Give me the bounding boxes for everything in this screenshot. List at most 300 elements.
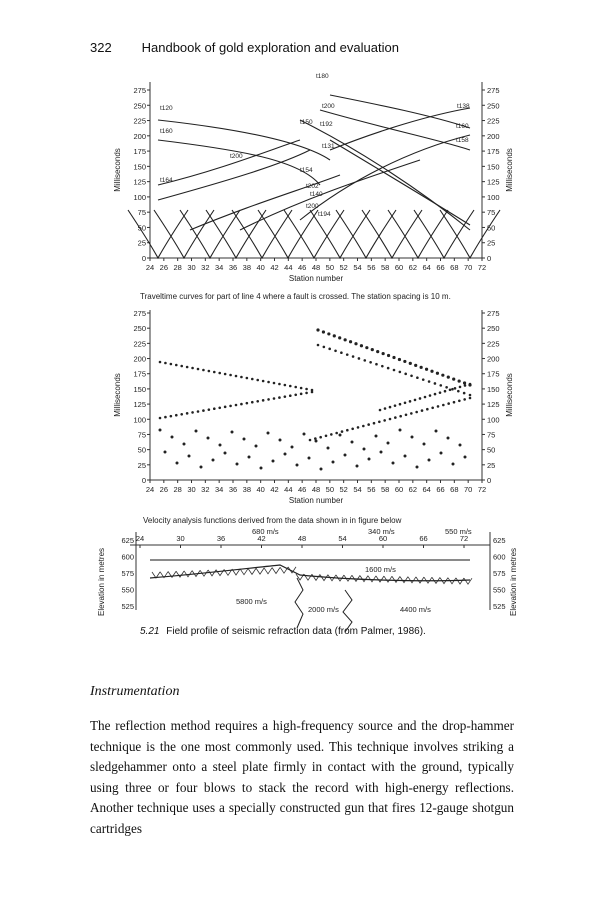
panel-a-xlabel: Station number bbox=[288, 274, 344, 283]
station-label: 66 bbox=[419, 534, 428, 543]
curve-label: t194 bbox=[318, 211, 331, 218]
station-label: 24 bbox=[135, 534, 145, 543]
panel-a-y-right-tick-label: 50 bbox=[487, 223, 496, 233]
panel-a-caption: Traveltime curves for part of line 4 where a fault is crossed. The station spacing is 10 m. bbox=[140, 292, 451, 301]
refractor-hatch bbox=[392, 576, 400, 582]
data-point bbox=[314, 437, 317, 440]
panel-b-x-tick-label: 70 bbox=[463, 485, 473, 494]
panel-b-x-tick-label: 62 bbox=[408, 485, 418, 494]
panel-b-x-tick-label: 54 bbox=[353, 485, 362, 494]
data-point bbox=[416, 376, 419, 379]
data-point bbox=[431, 407, 434, 410]
panel-a-y-right-tick-label: 0 bbox=[487, 254, 492, 263]
data-point bbox=[357, 426, 360, 429]
data-point bbox=[213, 407, 216, 410]
figure-caption-text: Field profile of seismic refraction data (from Palmer, 1986). bbox=[166, 626, 426, 637]
data-point bbox=[422, 378, 425, 381]
data-point bbox=[289, 394, 292, 397]
data-point bbox=[360, 344, 363, 347]
data-point bbox=[469, 394, 472, 397]
panel-b-x-tick-label: 56 bbox=[367, 485, 376, 494]
panel-c-ylabel-left: Elevation in metres bbox=[97, 547, 106, 617]
data-point bbox=[349, 340, 352, 343]
panel-a-x-tick-label: 28 bbox=[173, 263, 182, 272]
elevation-tick-label: 550 bbox=[121, 585, 134, 595]
data-point bbox=[389, 406, 392, 409]
panel-a-x-tick-label: 40 bbox=[256, 263, 265, 272]
data-point bbox=[464, 384, 467, 387]
data-point bbox=[183, 443, 186, 446]
panel-a-y-tick-label: 0 bbox=[141, 254, 146, 263]
data-point bbox=[334, 349, 337, 352]
station-label: 72 bbox=[459, 534, 469, 543]
panel-a-y-tick-label: 175 bbox=[133, 147, 146, 157]
panel-a-y-tick-label: 75 bbox=[137, 208, 146, 218]
data-point bbox=[405, 414, 408, 417]
panel-a-y-tick-label: 250 bbox=[133, 101, 146, 111]
traveltime-curve bbox=[330, 140, 470, 225]
data-point bbox=[240, 403, 243, 406]
data-point bbox=[294, 393, 297, 396]
refractor-hatch bbox=[376, 576, 384, 582]
direct-arrival-curve bbox=[180, 210, 240, 258]
data-point bbox=[240, 376, 243, 379]
curve-label: t192 bbox=[320, 121, 333, 128]
data-point bbox=[469, 383, 472, 386]
panel-b-caption: Velocity analysis functions derived from the data shown in in figure below bbox=[143, 516, 402, 525]
data-point bbox=[346, 429, 349, 432]
elevation-tick-label: 550 bbox=[493, 585, 506, 595]
data-point bbox=[296, 464, 299, 467]
data-point bbox=[375, 435, 378, 438]
panel-a-x-tick-label: 56 bbox=[367, 263, 376, 272]
data-point bbox=[425, 368, 428, 371]
data-point bbox=[300, 387, 303, 390]
data-point bbox=[419, 397, 422, 400]
data-point bbox=[416, 466, 419, 469]
data-point bbox=[458, 400, 461, 403]
data-point bbox=[251, 401, 254, 404]
panel-b-y-tick-label: 150 bbox=[133, 384, 146, 394]
panel-b-y-tick-label: 275 bbox=[133, 309, 146, 318]
data-point bbox=[387, 367, 390, 370]
data-point bbox=[373, 422, 376, 425]
panel-b-y-right-tick-label: 100 bbox=[487, 415, 500, 425]
panel-a-x-tick-label: 38 bbox=[242, 263, 252, 272]
data-point bbox=[454, 387, 457, 390]
data-point bbox=[224, 406, 227, 409]
velocity-label: 4400 m/s bbox=[400, 605, 431, 614]
data-point bbox=[403, 360, 406, 363]
data-point bbox=[351, 428, 354, 431]
data-point bbox=[229, 405, 232, 408]
data-point bbox=[180, 413, 183, 416]
data-point bbox=[341, 430, 344, 433]
data-point bbox=[340, 351, 343, 354]
data-point bbox=[383, 419, 386, 422]
refractor-hatch bbox=[464, 578, 472, 584]
data-point bbox=[291, 446, 294, 449]
data-point bbox=[164, 451, 167, 454]
panel-a-y-right-tick-label: 75 bbox=[487, 208, 496, 218]
velocity-label: 1600 m/s bbox=[365, 565, 396, 574]
curve-label: t138 bbox=[457, 103, 470, 110]
panel-a-x-tick-label: 46 bbox=[297, 263, 307, 272]
curve-label: t202 bbox=[306, 183, 319, 190]
elevation-tick-label: 625 bbox=[493, 536, 506, 545]
data-point bbox=[352, 355, 355, 358]
data-point bbox=[380, 451, 383, 454]
panel-a-x-tick-label: 50 bbox=[325, 263, 335, 272]
velocity-label: 680 m/s bbox=[252, 527, 279, 536]
panel-b-x-tick-label: 52 bbox=[339, 485, 348, 494]
data-point bbox=[191, 411, 194, 414]
data-point bbox=[392, 462, 395, 465]
data-point bbox=[389, 418, 392, 421]
direct-arrival-curve bbox=[206, 210, 266, 258]
data-point bbox=[424, 396, 427, 399]
data-point bbox=[367, 423, 370, 426]
data-point bbox=[207, 437, 210, 440]
panel-b-y-right-tick-label: 125 bbox=[487, 400, 500, 410]
data-point bbox=[289, 385, 292, 388]
data-point bbox=[300, 393, 303, 396]
data-point bbox=[213, 371, 216, 374]
data-point bbox=[212, 459, 215, 462]
panel-a-x-tick-label: 34 bbox=[214, 263, 224, 272]
direct-arrival-curve bbox=[232, 210, 292, 258]
panel-b-y-right-tick-label: 225 bbox=[487, 339, 500, 349]
panel-b-y-right-tick-label: 50 bbox=[487, 445, 496, 455]
data-point bbox=[459, 386, 462, 389]
data-point bbox=[219, 444, 222, 447]
data-point bbox=[195, 430, 198, 433]
data-point bbox=[469, 397, 472, 400]
panel-b-x-tick-label: 72 bbox=[477, 485, 487, 494]
direct-arrival-curve bbox=[388, 210, 448, 258]
data-point bbox=[463, 381, 466, 384]
panel-b-y-right-tick-label: 175 bbox=[487, 369, 500, 379]
data-point bbox=[273, 382, 276, 385]
data-point bbox=[317, 344, 320, 347]
panel-a-x-tick-label: 68 bbox=[450, 263, 459, 272]
data-point bbox=[231, 431, 234, 434]
panel-a-y-right-tick-label: 25 bbox=[487, 238, 496, 248]
panel-b-y-right-tick-label: 150 bbox=[487, 384, 500, 394]
panel-c bbox=[97, 527, 518, 632]
traveltime-curve bbox=[158, 140, 300, 185]
data-point bbox=[382, 352, 385, 355]
data-point bbox=[393, 369, 396, 372]
curve-label: t160 bbox=[160, 128, 173, 135]
data-point bbox=[387, 442, 390, 445]
data-point bbox=[279, 439, 282, 442]
data-point bbox=[208, 408, 211, 411]
panel-a-y-right-tick-label: 100 bbox=[487, 192, 500, 202]
data-point bbox=[333, 334, 336, 337]
panel-a bbox=[113, 73, 514, 301]
data-point bbox=[428, 380, 431, 383]
panel-b-y-right-tick-label: 275 bbox=[487, 309, 500, 318]
data-point bbox=[315, 440, 318, 443]
data-point bbox=[305, 392, 308, 395]
data-point bbox=[346, 353, 349, 356]
panel-b-y-tick-label: 200 bbox=[133, 354, 146, 364]
data-point bbox=[164, 416, 167, 419]
data-point bbox=[363, 448, 366, 451]
panel-b-x-tick-label: 68 bbox=[450, 485, 459, 494]
panel-b-y-tick-label: 175 bbox=[133, 369, 146, 379]
data-point bbox=[159, 429, 162, 432]
data-point bbox=[452, 463, 455, 466]
data-point bbox=[267, 398, 270, 401]
data-point bbox=[256, 379, 259, 382]
body-paragraph: The reflection method requires a high-frequency source and the drop-hammer technique is the one most commonly used. This technique involves striking a sledgehammer onto a steel plate firmly in contact with the ground, typically using three or four blows to stack the record with high-energy reflections. Another technique uses a specially constructed gun that fires 12-gauge shotgun cartridges bbox=[90, 718, 514, 836]
direct-arrival-curve bbox=[128, 210, 188, 258]
panel-a-y-right-tick-label: 150 bbox=[487, 162, 500, 172]
data-point bbox=[322, 330, 325, 333]
refractor-hatch bbox=[416, 577, 424, 583]
data-point bbox=[447, 402, 450, 405]
panel-b-x-tick-label: 38 bbox=[242, 485, 252, 494]
panel-a-y-right-tick-label: 125 bbox=[487, 177, 500, 187]
panel-b-x-tick-label: 40 bbox=[256, 485, 265, 494]
refractor-hatch bbox=[312, 574, 320, 580]
data-point bbox=[378, 421, 381, 424]
curve-label: t120 bbox=[160, 105, 173, 112]
data-point bbox=[458, 379, 461, 382]
panel-a-x-tick-label: 32 bbox=[201, 263, 210, 272]
panel-b-y-tick-label: 50 bbox=[137, 445, 146, 455]
data-point bbox=[447, 437, 450, 440]
figure-caption bbox=[140, 626, 426, 637]
data-point bbox=[442, 404, 445, 407]
curve-label: t140 bbox=[310, 191, 323, 198]
data-point bbox=[404, 373, 407, 376]
data-point bbox=[414, 399, 417, 402]
panel-b-ylabel-left: Milliseconds bbox=[113, 373, 122, 417]
panel-a-x-tick-label: 30 bbox=[187, 263, 196, 272]
panel-b-y-right-tick-label: 200 bbox=[487, 354, 500, 364]
data-point bbox=[447, 376, 450, 379]
data-point bbox=[186, 412, 189, 415]
panel-a-x-tick-label: 58 bbox=[380, 263, 390, 272]
data-point bbox=[421, 409, 424, 412]
data-point bbox=[175, 414, 178, 417]
panel-a-x-tick-label: 72 bbox=[477, 263, 487, 272]
data-point bbox=[323, 346, 326, 349]
data-point bbox=[197, 368, 200, 371]
data-point bbox=[262, 380, 265, 383]
data-point bbox=[384, 407, 387, 410]
data-point bbox=[284, 384, 287, 387]
data-point bbox=[267, 381, 270, 384]
panel-a-ylabel-left: Milliseconds bbox=[113, 148, 122, 192]
data-point bbox=[303, 433, 306, 436]
data-point bbox=[284, 395, 287, 398]
panel-a-y-tick-label: 275 bbox=[133, 86, 146, 95]
station-label: 30 bbox=[176, 534, 185, 543]
panel-b-x-tick-label: 28 bbox=[173, 485, 182, 494]
refractor-hatch bbox=[248, 568, 256, 574]
station-label: 42 bbox=[257, 534, 266, 543]
panel-b-y-tick-label: 225 bbox=[133, 339, 146, 349]
data-point bbox=[439, 391, 442, 394]
data-point bbox=[159, 361, 162, 364]
data-point bbox=[262, 399, 265, 402]
panel-b-y-right-tick-label: 0 bbox=[487, 476, 492, 485]
data-point bbox=[440, 452, 443, 455]
data-point bbox=[338, 336, 341, 339]
data-point bbox=[398, 358, 401, 361]
panel-a-x-tick-label: 44 bbox=[284, 263, 293, 272]
data-point bbox=[371, 348, 374, 351]
data-point bbox=[439, 384, 442, 387]
panel-b-x-tick-label: 50 bbox=[325, 485, 335, 494]
panel-b-y-tick-label: 25 bbox=[137, 460, 146, 470]
panel-a-y-tick-label: 25 bbox=[137, 238, 146, 248]
direct-arrival-curve bbox=[154, 210, 214, 258]
velocity-label: 550 m/s bbox=[445, 527, 472, 536]
refractor-hatch bbox=[408, 577, 416, 583]
panel-b-x-tick-label: 66 bbox=[436, 485, 445, 494]
panel-a-x-tick-label: 42 bbox=[270, 263, 279, 272]
panel-a-y-right-tick-label: 175 bbox=[487, 147, 500, 157]
data-point bbox=[311, 391, 314, 394]
panel-b-y-right-tick-label: 250 bbox=[487, 324, 500, 334]
data-point bbox=[278, 396, 281, 399]
fault-zone-left bbox=[295, 578, 303, 628]
data-point bbox=[308, 457, 311, 460]
panel-b-x-tick-label: 32 bbox=[201, 485, 210, 494]
data-point bbox=[267, 432, 270, 435]
data-point bbox=[243, 438, 246, 441]
data-point bbox=[191, 367, 194, 370]
data-point bbox=[186, 366, 189, 369]
elevation-tick-label: 575 bbox=[121, 569, 134, 578]
direct-arrival-curve bbox=[336, 210, 396, 258]
data-point bbox=[394, 404, 397, 407]
curve-label: t200 bbox=[322, 103, 335, 110]
data-point bbox=[410, 412, 413, 415]
direct-arrival-curve bbox=[362, 210, 422, 258]
traveltime-curve bbox=[320, 110, 470, 150]
data-point bbox=[363, 359, 366, 362]
curve-label: t180 bbox=[316, 73, 329, 80]
data-point bbox=[170, 363, 173, 366]
data-point bbox=[358, 357, 361, 360]
panel-a-x-tick-label: 54 bbox=[353, 263, 362, 272]
panel-a-x-tick-label: 36 bbox=[228, 263, 238, 272]
refractor-hatch bbox=[400, 577, 408, 583]
data-point bbox=[218, 406, 221, 409]
data-point bbox=[171, 436, 174, 439]
panel-b bbox=[113, 309, 514, 525]
data-point bbox=[362, 425, 365, 428]
station-label: 36 bbox=[216, 534, 226, 543]
data-point bbox=[434, 393, 437, 396]
panel-b-y-tick-label: 0 bbox=[141, 476, 146, 485]
panel-a-x-tick-label: 64 bbox=[422, 263, 431, 272]
panel-b-x-tick-label: 24 bbox=[145, 485, 155, 494]
data-point bbox=[435, 430, 438, 433]
data-point bbox=[309, 439, 312, 442]
panel-a-y-tick-label: 225 bbox=[133, 116, 146, 126]
panel-b-x-tick-label: 58 bbox=[380, 485, 390, 494]
panel-a-x-tick-label: 60 bbox=[394, 263, 404, 272]
panel-b-y-tick-label: 75 bbox=[137, 430, 146, 440]
panel-a-x-tick-label: 48 bbox=[311, 263, 321, 272]
data-point bbox=[180, 365, 183, 368]
panel-b-x-tick-label: 42 bbox=[270, 485, 279, 494]
data-point bbox=[319, 436, 322, 439]
panel-b-x-tick-label: 60 bbox=[394, 485, 404, 494]
curve-label: t150 bbox=[300, 119, 313, 126]
data-point bbox=[379, 409, 382, 412]
data-point bbox=[365, 346, 368, 349]
data-point bbox=[415, 411, 418, 414]
data-point bbox=[305, 388, 308, 391]
figure-number: 5.21 bbox=[140, 626, 160, 637]
curve-label: t131 bbox=[322, 143, 335, 150]
data-point bbox=[176, 462, 179, 465]
data-point bbox=[284, 453, 287, 456]
panel-a-x-tick-label: 70 bbox=[463, 263, 473, 272]
data-point bbox=[452, 378, 455, 381]
data-point bbox=[332, 461, 335, 464]
data-point bbox=[327, 332, 330, 335]
data-point bbox=[457, 390, 460, 393]
curve-label: t164 bbox=[160, 177, 173, 184]
data-point bbox=[200, 466, 203, 469]
data-point bbox=[328, 348, 331, 351]
direct-arrival-curve bbox=[440, 210, 500, 258]
data-point bbox=[351, 441, 354, 444]
panel-a-y-right-tick-label: 275 bbox=[487, 86, 500, 95]
panel-b-y-right-tick-label: 75 bbox=[487, 430, 496, 440]
data-point bbox=[420, 366, 423, 369]
data-point bbox=[175, 364, 178, 367]
data-point bbox=[327, 447, 330, 450]
panel-b-x-tick-label: 48 bbox=[311, 485, 321, 494]
data-point bbox=[399, 429, 402, 432]
data-point bbox=[235, 404, 238, 407]
panel-b-y-tick-label: 100 bbox=[133, 415, 146, 425]
curve-label: t200 bbox=[230, 153, 243, 160]
data-point bbox=[453, 401, 456, 404]
data-point bbox=[320, 468, 323, 471]
station-label: 48 bbox=[297, 534, 307, 543]
panel-b-x-tick-label: 64 bbox=[422, 485, 431, 494]
traveltime-curve bbox=[330, 95, 470, 128]
refractor-hatch bbox=[384, 576, 392, 582]
data-point bbox=[392, 356, 395, 359]
traveltime-curve bbox=[158, 120, 330, 160]
data-point bbox=[436, 372, 439, 375]
data-point bbox=[218, 372, 221, 375]
data-point bbox=[256, 400, 259, 403]
data-point bbox=[248, 456, 251, 459]
data-point bbox=[381, 365, 384, 368]
data-point bbox=[441, 374, 444, 377]
panel-a-y-right-tick-label: 250 bbox=[487, 101, 500, 111]
panel-a-x-tick-label: 62 bbox=[408, 263, 418, 272]
data-point bbox=[463, 398, 466, 401]
station-label: 60 bbox=[378, 534, 388, 543]
elevation-tick-label: 600 bbox=[493, 552, 506, 562]
panel-a-y-tick-label: 150 bbox=[133, 162, 146, 172]
panel-c-ylabel-right: Elevation in metres bbox=[509, 547, 518, 617]
